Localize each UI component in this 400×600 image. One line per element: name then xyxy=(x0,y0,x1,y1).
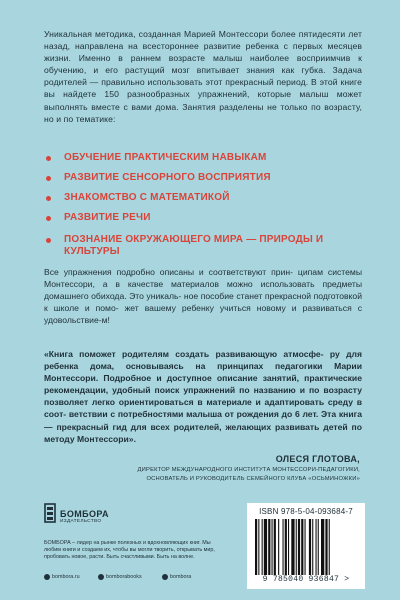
barcode-bars xyxy=(255,519,357,575)
quote-line: упражнений по названию и по возрасту позволяет легко xyxy=(44,385,362,408)
quote-line: ветствии с потребностями малыша от рождения до 6 лет. xyxy=(68,409,319,420)
description-line: Все упражнения подробно описаны и соответствуют прин- xyxy=(44,267,293,277)
barcode-stripe xyxy=(296,519,297,575)
social-handle: bomborabooks xyxy=(106,574,142,580)
barcode-stripe xyxy=(298,519,300,575)
intro-line: разделены не только по возрасту, но и по тематике: xyxy=(44,101,362,124)
barcode-stripe xyxy=(329,519,330,575)
bullet-dot-icon xyxy=(46,216,51,221)
barcode-stripe xyxy=(264,519,267,575)
topic-item xyxy=(44,172,364,184)
topic-item xyxy=(44,234,364,258)
bombora-mark-icon xyxy=(44,503,56,523)
barcode-stripe xyxy=(274,519,276,575)
intro-line: Уникальная методика, созданная Марией Монтессори более xyxy=(44,29,296,39)
bullet-dot-icon xyxy=(46,156,51,161)
intro-line: пятидесяти лет назад, направлена на всестороннее развитие xyxy=(44,29,362,52)
quote-line: занятий, практические рекомендации, удобный поиск xyxy=(44,373,362,396)
quote-author xyxy=(40,454,360,484)
testimonial-quote xyxy=(44,348,362,445)
description-line: ное пособие станет прекрасной подготовкой к школе и помо- xyxy=(44,291,362,314)
barcode-stripe xyxy=(258,519,259,575)
author-role-line: ОСНОВАТЕЛЬ И РУКОВОДИТЕЛЬ СЕМЕЙНОГО КЛУБА «ОСЬМИНОЖКИ» xyxy=(146,476,360,482)
bullet-dot-icon xyxy=(46,238,51,243)
topic-label: ЗНАКОМСТВО С МАТЕМАТИКОЙ xyxy=(64,192,230,203)
quote-line: Марии Монтессори. Подробное и доступное описание xyxy=(44,361,362,384)
topic-label: РАЗВИТИЕ СЕНСОРНОГО ВОСПРИЯТИЯ xyxy=(64,172,271,183)
barcode-stripe xyxy=(285,519,287,575)
social-handle: bombora.ru xyxy=(52,574,80,580)
barcode-stripe xyxy=(283,519,284,575)
barcode-stripe xyxy=(312,519,313,575)
publisher-logo xyxy=(44,503,114,533)
topic-item xyxy=(44,192,364,204)
intro-line: ребенка с первых месяцев жизни. Именно в раннем возрасте xyxy=(44,41,362,64)
globe-icon xyxy=(44,574,50,580)
barcode-block xyxy=(247,503,365,589)
description-paragraph xyxy=(44,266,362,326)
barcode-stripe xyxy=(291,519,294,575)
intro-paragraph xyxy=(44,28,362,125)
barcode-stripe xyxy=(288,519,289,575)
barcode-stripe xyxy=(318,519,319,575)
barcode-stripe xyxy=(272,519,273,575)
description-line: м! xyxy=(101,315,110,326)
quote-line: ориентироваться в материале и адаптировать среду в соот- xyxy=(44,397,363,420)
intro-line: правильно использовать этот прекрасный период. В этой xyxy=(101,77,338,88)
barcode-stripe xyxy=(325,519,327,575)
social-link-vk[interactable] xyxy=(162,574,191,580)
quote-line: Эта книга — прекрасный гид для всех родителей, желающих xyxy=(44,409,362,432)
barcode-stripe xyxy=(309,519,311,575)
topic-label: РАЗВИТИЕ РЕЧИ xyxy=(64,212,151,223)
description-line: использовать предметы домашнего обихода. Это уникаль- xyxy=(44,279,362,302)
quote-line: развивать детей по методу Монтессори». xyxy=(44,421,362,444)
description-line: жет вашему ребенку учиться новому и развиваться с удовольствие- xyxy=(44,303,363,326)
topic-label: ПОЗНАНИЕ ОКРУЖАЮЩЕГО МИРА — ПРИРОДЫ И КУЛЬТУРЫ xyxy=(64,234,324,257)
author-role-line: ДИРЕКТОР МЕЖДУНАРОДНОГО ИНСТИТУТА МОНТЕССОРИ-ПЕДАГОГИКИ, xyxy=(137,467,360,473)
barcode-stripe xyxy=(255,519,257,575)
barcode-stripe xyxy=(278,519,279,575)
bullet-dot-icon xyxy=(46,176,51,181)
social-link-website[interactable] xyxy=(44,574,80,580)
topic-item xyxy=(44,152,364,164)
publisher-name: БОМБОРА xyxy=(60,509,109,519)
barcode-stripe xyxy=(305,519,306,575)
barcode-stripe xyxy=(301,519,303,575)
description-line: ципам системы Монтессори, а в качестве материалов можно xyxy=(44,267,362,290)
barcode-digits: 9 785040 936847 > xyxy=(262,575,350,584)
barcode-stripe xyxy=(316,519,317,575)
publisher-slogan: БОМБОРА – лидер на рынке полезных и вдохновляющих книг. Мы любим книги и создаем их, чтобы вы могли творить, открывать мир, пробовать новое, расти. Быть счастливыми. Быть на волне. xyxy=(44,540,215,560)
instagram-icon xyxy=(98,574,104,580)
topic-item xyxy=(44,212,364,224)
bullet-dot-icon xyxy=(46,196,51,201)
author-role xyxy=(40,466,360,484)
topic-list xyxy=(44,152,364,258)
social-handle: bombora xyxy=(170,574,192,580)
intro-line: мозг впитывает знания как губка. Задача родителей — xyxy=(44,65,362,88)
quote-line: «Книга поможет родителям создать развивающую атмосфе- xyxy=(44,349,324,359)
topic-label: ОБУЧЕНИЕ ПРАКТИЧЕСКИМ НАВЫКАМ xyxy=(64,152,267,163)
intro-line: книге вы найдете 150 разнообразных упражнений, которые xyxy=(44,77,362,100)
vk-icon xyxy=(162,574,168,580)
barcode-stripe xyxy=(262,519,263,575)
publisher-subtitle: ИЗДАТЕЛЬСТВО xyxy=(60,519,102,524)
intro-line: малыш наиболее восприимчив к обучению, и его растущий xyxy=(44,53,362,76)
barcode-stripe xyxy=(268,519,270,575)
social-links xyxy=(44,574,244,583)
isbn-number: ISBN 978-5-04-093684-7 xyxy=(259,507,353,516)
barcode-stripe xyxy=(321,519,324,575)
quote-line: ру для ребенка дома, основываясь на принципах педагогики xyxy=(44,349,362,372)
social-link-instagram[interactable] xyxy=(98,574,142,580)
author-name: ОЛЕСЯ ГЛОТОВА, xyxy=(275,454,360,464)
intro-line: малыш может выполнять вместе с вами дома. Занятия xyxy=(44,89,363,112)
